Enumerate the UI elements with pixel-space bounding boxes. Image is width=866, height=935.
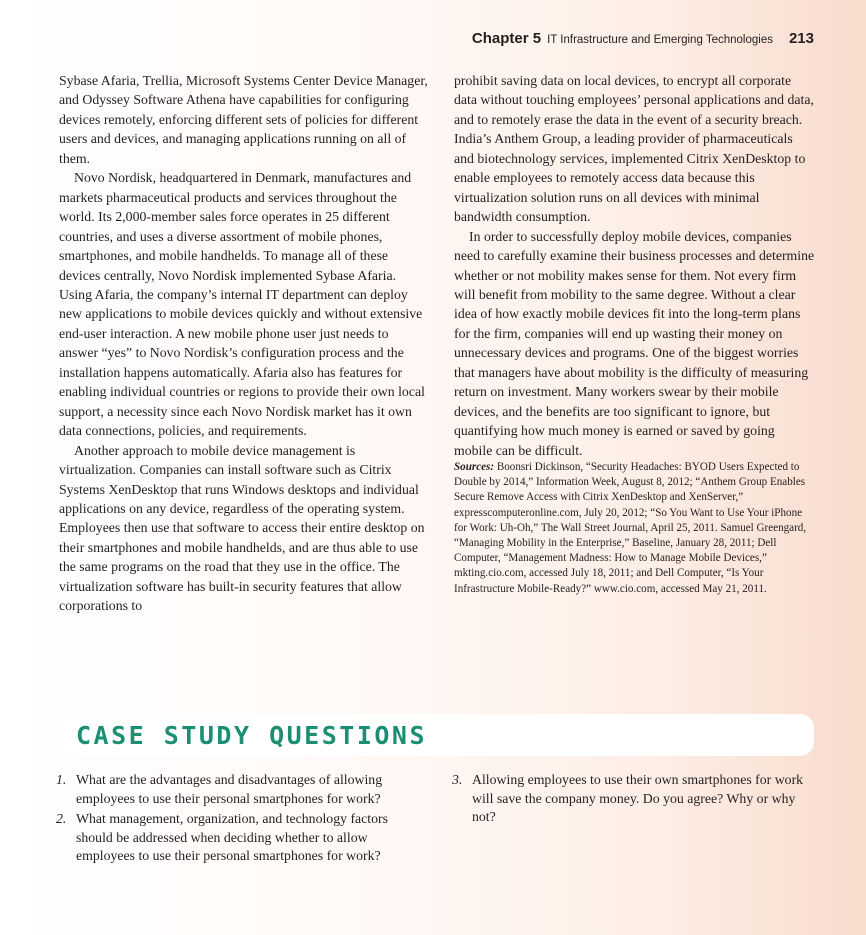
- question-item: [56, 810, 428, 866]
- sources-note: [454, 460, 816, 597]
- question-number: 1.: [56, 772, 67, 787]
- body-paragraph: Sybase Afaria, Trellia, Microsoft Systems Center Device Manager, and Odyssey Software Athena have capabilities for configuring devices remotely, enforcing different sets of policies for different users and devices, and managing applications running on all of them.: [59, 73, 428, 166]
- question-text: What are the advantages and disadvantages of allowing employees to use their personal smartphones for work?: [76, 772, 383, 806]
- chapter-title: IT Infrastructure and Emerging Technologies: [547, 34, 773, 46]
- body-paragraph: Novo Nordisk, headquartered in Denmark, manufactures and markets pharmaceutical products and services throughout the world. Its 2,000-member sales force operates in 25 different countries, and uses a diverse assortment of mobile phones, smartphones, and mobile handhelds. To manage all of these devices centrally, Novo Nordisk implemented Sybase Afaria. Using Afaria, the company’s internal IT department can deploy new applications to mobile devices quickly and without extensive end-user interaction. A new mobile phone user just needs to answer “yes” to Novo Nordisk’s configuration process and the installation happens automatically. Afaria also has features for enabling individual countries or regions to provide their own local support, a necessity since each Novo Nordisk market has it own data connections, policies, and requirements.: [59, 170, 425, 439]
- questions-right: [452, 771, 814, 829]
- chapter-label: Chapter 5: [471, 30, 542, 47]
- body-paragraph: In order to successfully deploy mobile devices, companies need to carefully examine their business processes and determine whether or not mobility makes sense for them. Not every firm will benefit from mobility to the same degree. Without a clear idea of how exactly mobile devices fit into the long-term plans for the firm, companies will end up wasting their money on unnecessary devices and programs. One of the biggest worries that managers have about mobility is the difficulty of measuring return on investment. Many workers swear by their mobile devices, and the benefits are too significant to ignore, but quantifying how much money is earned or saved by going mobile can be difficult.: [454, 228, 815, 458]
- question-text: Allowing employees to use their own smartphones for work will save the company money. Do you agree? Why or why not?: [472, 772, 804, 825]
- question-item: [452, 771, 814, 827]
- sources-label: Sources:: [454, 461, 495, 474]
- question-number: 2.: [56, 811, 67, 827]
- questions-left: [56, 771, 428, 868]
- running-header: [472, 30, 814, 47]
- case-study-title: CASE STUDY QUESTIONS: [76, 721, 428, 750]
- question-text: What management, organization, and technology factors should be addressed when deciding whether to allow employees to use their personal smartphones for work?: [76, 811, 388, 864]
- page-number: 213: [788, 30, 814, 47]
- question-item: [56, 771, 428, 808]
- right-column: [454, 71, 816, 597]
- case-study-banner: [60, 714, 814, 756]
- left-column: [59, 71, 429, 616]
- body-paragraph: prohibit saving data on local devices, to encrypt all corporate data without touching employees’ personal applications and data, and to remotely erase the data in the event of a security breach. India’s Anthem Group, a leading provider of pharmaceuticals and biotechnology services, implemented Citrix XenDesktop to enable employees to remotely access data because this virtualization solution runs on all devices with minimal bandwidth consumption.: [454, 73, 814, 225]
- question-number: 3.: [452, 772, 463, 787]
- sources-text: Boonsri Dickinson, “Security Headaches: BYOD Users Expected to Double by 2014,” Information Week, August 8, 2012; “Anthem Group Enables Secure Remove Access with Citrix XenDesktop and XenServer,” expresscomputeronline.com, July 20, 2012; “So You Want to Use Your iPhone for Work: Uh-Oh,” The Wall Street Journal, April 25, 2011. Samuel Greengard, “Managing Mobility in the Enterprise,” Baseline, January 28, 2011; Dell Computer, “Management Madness: How to Manage Mobile Devices,” mkting.cio.com, accessed July 18, 2011; and Dell Computer, “Is Your Infrastructure Mobile-Ready?” www.cio.com, accessed May 21, 2011.: [454, 461, 807, 595]
- body-paragraph: Another approach to mobile device management is virtualization. Companies can install software such as Citrix Systems XenDesktop that runs Windows desktops and individual applications on any device, regardless of the operating system. Employees then use that software to access their entire desktop on their smartphones and mobile handhelds, and are thus able to use the same programs on the road that they use in the office. The virtualization software has built-in security features that allow corporations to: [59, 442, 425, 614]
